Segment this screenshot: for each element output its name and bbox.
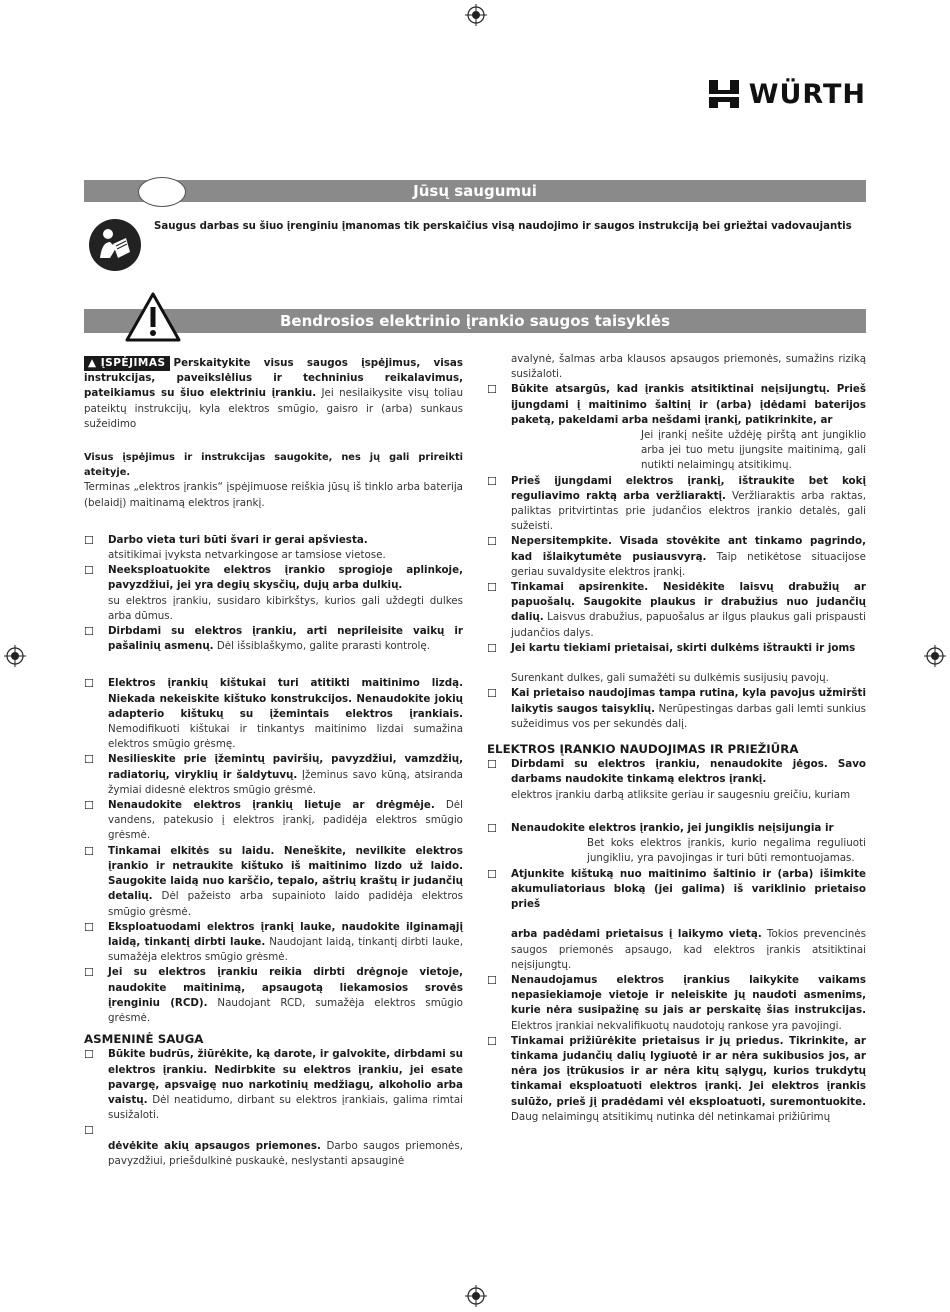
checkbox-icon: ☐ — [84, 533, 94, 547]
list-item: ☐ Kai prietaiso naudojimas tampa rutina, kyla pavojus užmiršti laikytis saugos taisyklių. Nerūpestingas darbas gali lemti sunkius sužeidimus vos per sekundės dalį. — [487, 687, 866, 730]
warning-label — [84, 356, 170, 371]
tool-use-heading: ELEKTROS ĮRANKIO NAUDOJIMAS IR PRIEŽIŪRA — [487, 742, 799, 757]
checkbox-icon: ☐ — [84, 677, 94, 691]
list-item: ☐ Būkite atsargūs, kad įrankis atsitiktinai neįsijungtų. Prieš įjungdami į maitinimo šaltinį ir (arba) įdėdami baterijos paketą, pakeldami arba nešdami įrankį, patikrinkite, ar Jei įrankį nešite uždėję pirštą ant jungiklio arba jei tuo metu įjungsite maitinimą, gali nutikti nelaimingų atsitikimų. — [487, 383, 866, 472]
warning-label-icon: ▲ — [88, 357, 97, 369]
checkbox-icon: ☐ — [84, 753, 94, 767]
list-item: ☐ Nesilieskite prie įžemintų paviršių, pavyzdžiui, vamzdžių, radiatorių, viryklių ir šaldytuvų. Įžeminus savo kūną, atsiranda žymiai didesnė elektros smūgio grėsmė. — [84, 753, 463, 796]
list-item: ☐ Nepersitempkite. Visada stovėkite ant tinkamo pagrindo, kad išlaikytumėte pusiausvyrą. Taip netikėtose situacijose geriau suvaldysite elektros įrankį. — [487, 535, 866, 578]
list-item: ☐ Tinkamai prižiūrėkite prietaisus ir jų priedus. Tikrinkite, ar tinkama judančių dalių lygiuotė ir ar nėra sukibusios jos, ar nėra jos įtrūkusios ir ar nėra kitų sąlygų, kurios trukdytų tinkamai eksploatuoti elektros įrankį. Jei elektros įrankis sulūžo, prieš jį pradėdami vėl eksploatuoti, suremontuokite. Daug nelaimingų atsitikimų nutinka dėl netinkamai prižiūrimų — [487, 1034, 866, 1123]
checkbox-icon: ☐ — [84, 1048, 94, 1062]
term-text: Terminas „elektros įrankis“ įspėjimuose reiškia jūsų iš tinklo arba baterija (belaidį) maitinamą elektros įrankį. — [84, 481, 463, 509]
read-manual-icon — [88, 218, 142, 272]
checkbox-icon: ☐ — [487, 973, 497, 987]
registration-mark-icon — [465, 4, 487, 26]
checkbox-icon: ☐ — [84, 966, 94, 980]
checkbox-icon: ☐ — [487, 383, 497, 397]
registration-mark-icon — [465, 1285, 487, 1307]
checkbox-icon: ☐ — [487, 581, 497, 595]
registration-mark-icon — [924, 645, 946, 667]
checkbox-icon: ☐ — [84, 920, 94, 934]
checkbox-icon: ☐ — [487, 821, 497, 835]
list-item: ☐ Atjunkite kištuką nuo maitinimo šaltinio ir (arba) išimkite akumuliatoriaus bloką (jei galima) iš varikliniо prietaiso prieš arba padėdami prietaisus į laikymo vietą. Tokios prevencinės saugos priemonės apsaugo, kad elektros įrankis atsitiktinai neįsijungtų. — [487, 867, 866, 971]
warning-triangle-icon — [124, 291, 182, 343]
list-item: ☐ Nenaudokite elektros įrankio, jei jungiklis neįsijungia ir Bet koks elektros įrankis, kurio negalima reguliuoti jungikliu, yra pavojingas ir turi būti remontuojamas. — [487, 821, 866, 865]
list-item: ☐ Jei kartu tiekiami prietaisai, skirti dulkėms ištraukti ir joms Surenkant dulkes, gali sumažėti su dulkėmis susijusių pavojų. — [487, 641, 856, 685]
checkbox-icon: ☐ — [84, 1124, 94, 1138]
list-item: ☐ Eksploatuodami elektros įrankį lauke, naudokite ilginamąjį laidą, tinkantį dirbti lauke. Naudojant laidą, tinkantį dirbti lauke, sumažėja elektros smūgio grėsmė. — [84, 920, 463, 964]
section-title: Jūsų saugumui — [413, 182, 537, 200]
list-item: ☐ Dirbdami su elektros įrankiu, arti neprileisite vaikų ir pašalinių asmenų. Dėl išsiblaškymo, galite prarasti kontrolę. — [84, 625, 463, 653]
warning-bold: Perskaitykite visus saugos įspėjimus, visas instrukcijas, paveikslėlius ir techninius reikalavimus, pateikiamus su šiuo elektriniu įrankiu. — [84, 357, 463, 400]
list-item: ☐ Nenaudojamus elektros įrankius laikykite vaikams nepasiekiamoje vietoje ir neleiskite jų naudoti asmenims, kurie nėra susipažinę su jais ar perskaitę šias instrukcijas. Elektros įrankiai nekvalifikuotų naudotojų rankose yra pavojingi. — [487, 973, 866, 1032]
checkbox-icon: ☐ — [84, 844, 94, 858]
right-column — [487, 352, 866, 1125]
warning-label-text: ĮSPĖJIMAS — [100, 357, 166, 369]
checkbox-icon: ☐ — [84, 799, 94, 813]
list-item-continuation: avalynė, šalmas arba klausos apsaugos priemonės, sumažins riziką susižaloti. — [511, 353, 866, 381]
section-title-bar — [84, 309, 866, 333]
keep-note: Visus įspėjimus ir instrukcijas saugokite, nes jų gali prireikti ateityje. — [84, 452, 463, 479]
left-column — [84, 356, 463, 1169]
brand-logo — [707, 78, 866, 110]
list-item: ☐ Darbo vieta turi būti švari ir gerai apšviesta. atsitikimai įvyksta netvarkingose ar tamsiose vietose. — [84, 533, 386, 562]
checkbox-icon: ☐ — [487, 867, 497, 881]
section-title: Bendrosios elektrinio įrankio saugos taisyklės — [279, 312, 671, 330]
list-item: ☐ Jei su elektros įrankiu reikia dirbti drėgnoje vietoje, naudokite maitinimą, apsaugotą liekamosios srovės įrenginiu (RCD). Naudojant RCD, sumažėja elektros smūgio grėsmė. — [84, 966, 463, 1024]
list-item: ☐ Elektros įrankių kištukai turi atitikti maitinimo lizdą. Niekada nekeiskite kištuko konstrukcijos. Nenaudokite jokių adapterio kištukų su įžemintais elektros įrankiais. Nemodifikuoti kištukai ir tinkantys maitinimo lizdai sumažina elektros smūgio grėsmę. — [84, 677, 463, 751]
personal-safety-heading: ASMENINĖ SAUGA — [84, 1032, 204, 1047]
warning-text: Jei nesilaikysite visų toliau pateiktų instrukcijų, kyla elektros smūgio, gaisro ir (arba) sunkaus sužeidimo — [84, 387, 463, 430]
checkbox-icon: ☐ — [487, 1034, 497, 1048]
checkbox-icon: ☐ — [84, 625, 94, 639]
wurth-logo-icon — [707, 78, 741, 110]
checkbox-icon: ☐ — [487, 474, 497, 488]
list-item: ☐ dėvėkite akių apsaugos priemones. Darbo saugos priemonės, pavyzdžiui, priešdulkinė puskaukė, neslystanti apsauginė — [84, 1124, 463, 1167]
registration-mark-icon — [4, 645, 26, 667]
brand-name: WÜRTH — [748, 78, 866, 110]
list-item: ☐ Nenaudokite elektros įrankių lietuje ar drėgmėje. Dėl vandens, patekusio į elektros įrankį, padidėja elektros smūgio grėsmė. — [84, 799, 463, 842]
intro-text: Saugus darbas su šiuo įrenginiu įmanomas tik perskaičius visą naudojimo ir saugos instrukciją bei griežtai vadovaujantis — [154, 221, 852, 232]
checkbox-icon: ☐ — [487, 758, 497, 772]
section-marker — [138, 177, 186, 207]
list-item: ☐ Tinkamai apsirenkite. Nesidėkite laisvų drabužių ar papuošalų. Saugokite plaukus ir drabužius nuo judančių dalių. Laisvus drabužius, papuošalus ar ilgus plaukus gali prispausti judančios dalys. — [487, 581, 866, 639]
list-item: ☐ Prieš įjungdami elektros įrankį, ištraukite bet kokį reguliavimo raktą arba veržliaraktį. Veržliaraktis arba raktas, paliktas pritvirtintas prie judančios elektros įrankio detalės, gali sužeisti. — [487, 474, 866, 533]
list-item: ☐ Dirbdami su elektros įrankiu, nenaudokite jėgos. Savo darbams naudokite tinkamą elektros įrankį. elektros įrankiu darbą atliksite geriau ir saugesniu greičiu, kuriam — [487, 758, 866, 801]
list-item: ☐ Būkite budrūs, žiūrėkite, ką darote, ir galvokite, dirbdami su elektros įrankiu. Nedirbkite su elektros įrankiu, jei esate pavargę, apsvaigę nuo narkotinių medžiagų, alkoholio arba vaistų. Dėl neatidumo, dirbant su elektros įrankiais, galima rimtai susižaloti. — [84, 1048, 463, 1122]
checkbox-icon: ☐ — [84, 564, 94, 578]
checkbox-icon: ☐ — [487, 641, 497, 655]
list-item: ☐ Tinkamai elkitės su laidu. Neneškite, nevilkite elektros įrankio ir netraukite kištuko iš maitinimo lizdo už laido. Saugokite laidą nuo karščio, tepalo, aštrių kraštų ir judančių detalių. Dėl pažeisto arba supainioto laido padidėja elektros smūgio grėsmė. — [84, 844, 463, 918]
list-item: ☐ Neeksploatuokite elektros įrankio sprogioje aplinkoje, pavyzdžiui, jei yra degių skysčių, dujų arba dulkių. su elektros įrankiu, susidaro kibirkštys, kurios gali uždegti dulkes arba dūmus. — [84, 564, 463, 622]
checkbox-icon: ☐ — [487, 535, 497, 549]
section-title-bar — [84, 180, 866, 202]
checkbox-icon: ☐ — [487, 687, 497, 701]
